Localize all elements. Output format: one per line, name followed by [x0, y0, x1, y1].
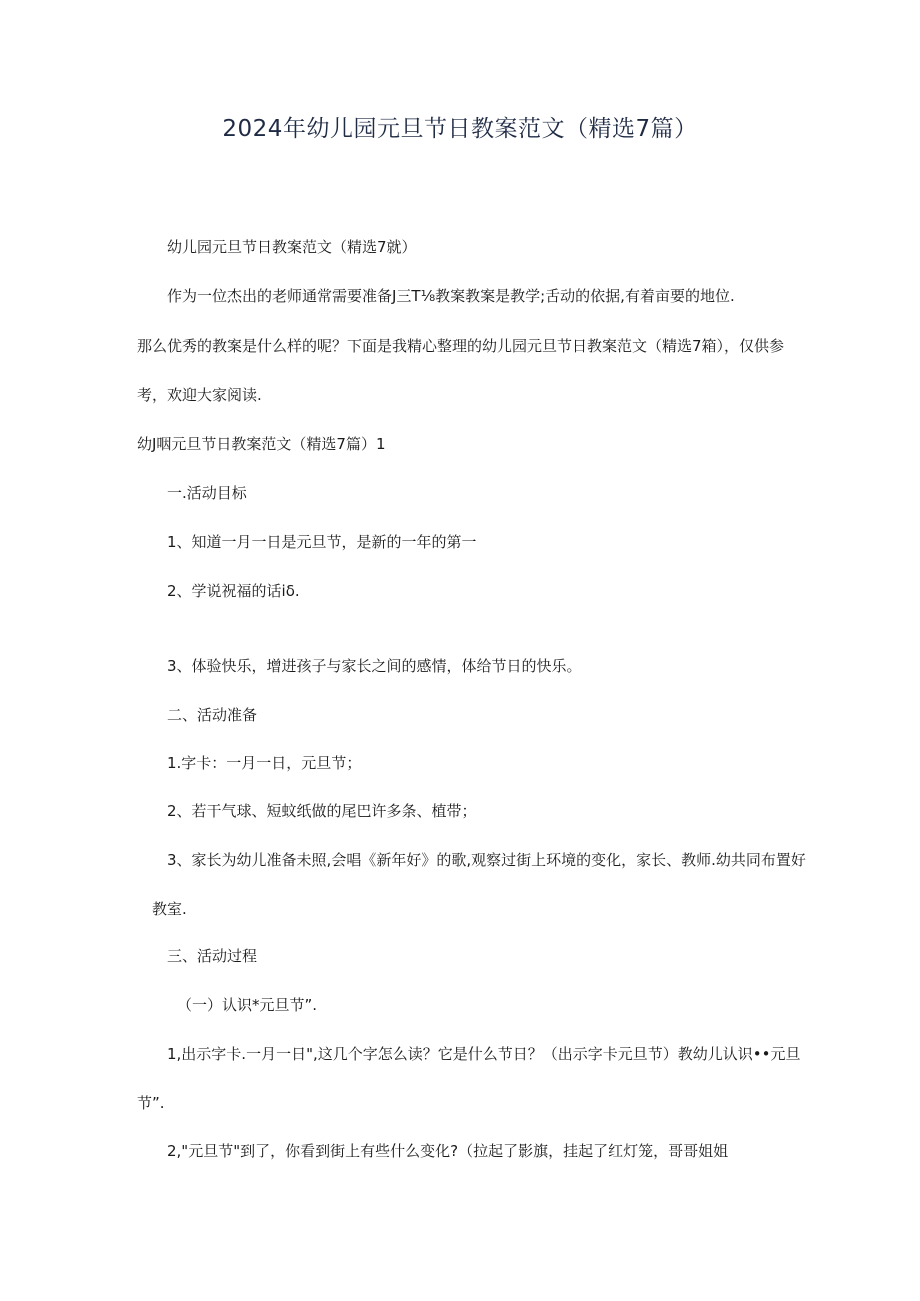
text-line-goal-1: 1、知道一月一日是元旦节，是新的一年的第一	[167, 533, 477, 551]
text-line-process-1-cont: 节”.	[137, 1094, 165, 1112]
text-line-goal-3: 3、体验快乐，增进孩子与家长之间的感情，体给节日的快乐。	[167, 657, 582, 675]
text-line-section-heading: 幼J咽元旦节日教案范文（精选7篇）1	[137, 435, 386, 453]
text-line-process-1: 1,出示字卡.一月一日",这几个字怎么读？它是什么节日？（出示字卡元旦节）教幼儿认识••元旦	[167, 1045, 801, 1063]
text-line-prep-2: 2、若干气球、短蚊纸做的尾巴许多条、植带；	[167, 802, 477, 820]
text-line-prep-3-cont: 教室.	[152, 900, 187, 918]
text-line-intro-2: 那么优秀的教案是什么样的呢？下面是我精心整理的幼儿园元旦节日教案范文（精选7箱），仅供参	[137, 337, 785, 355]
text-line-intro-1: 作为一位杰出的老师通常需要准备J三T⅛教案教案是教学;舌动的依据,有着亩要的地位.	[167, 287, 735, 305]
text-line-process-heading: 三、活动过程	[167, 947, 258, 965]
text-line-prep-1: 1.字卡：一月一日，元旦节；	[167, 754, 362, 772]
text-line-prep-3: 3、家长为幼儿准备未照,会唱《新年好》的歌,观察过街上环境的变化，家长、教师.幼共同布置好	[167, 851, 806, 869]
text-line-prep-heading: 二、活动准备	[167, 706, 258, 724]
text-line-goal-2: 2、学说祝福的话iδ.	[167, 582, 300, 600]
text-line-goal-heading: 一.活动目标	[167, 484, 247, 502]
text-line-process-2: 2,"元旦节"到了，你看到街上有些什么变化?（拉起了影旗，挂起了红灯笼，哥哥姐姐	[167, 1142, 729, 1160]
document-title: 2024年幼儿园元旦节日教案范文（精选7篇）	[222, 116, 698, 142]
text-line-process-sub-1: （一）认识*元旦节”.	[177, 996, 318, 1014]
text-line-intro-3: 考，欢迎大家阅读.	[137, 386, 262, 404]
text-line-subtitle: 幼儿园元旦节日教案范文（精选7就）	[167, 238, 417, 256]
